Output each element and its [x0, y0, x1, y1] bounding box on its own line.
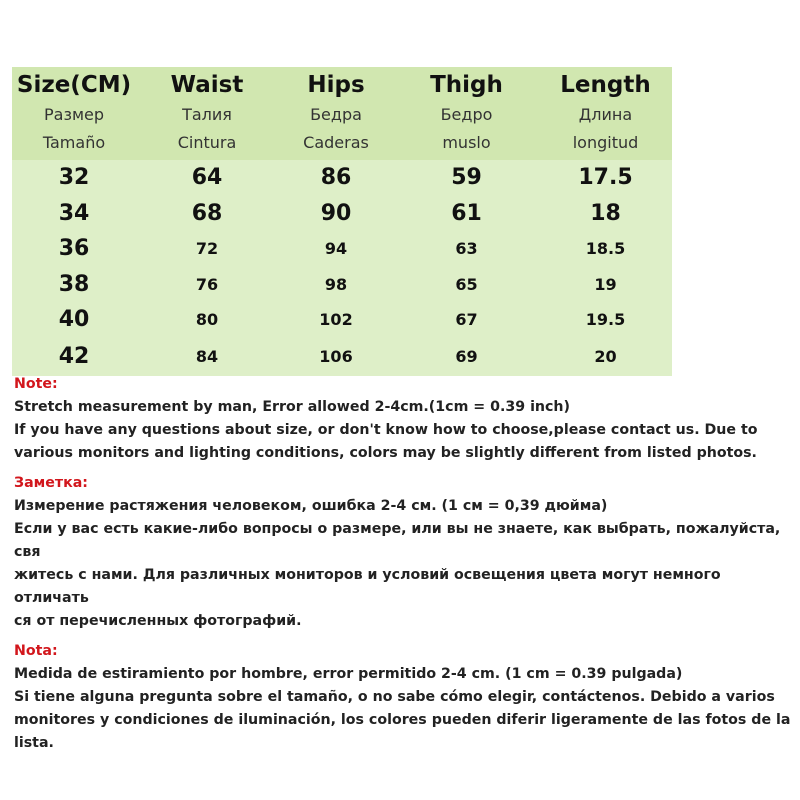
- note-line: lista.: [14, 735, 54, 751]
- cell-size: 32: [12, 160, 136, 196]
- note-line: житесь с нами. Для различных мониторов и условий освещения цвета могут немного отличать: [14, 567, 721, 606]
- cell-size: 36: [12, 231, 136, 267]
- header-hips-en: Hips: [307, 72, 365, 98]
- note-title-spanish: Nota:: [14, 643, 58, 659]
- note-line: If you have any questions about size, or don't know how to choose,please contact us. Due to: [14, 422, 758, 438]
- note-line: monitores y condiciones de iluminación, los colores pueden diferir ligeramente de las fotos de la: [14, 712, 791, 728]
- header-length: [539, 67, 672, 160]
- header-thigh: [394, 67, 539, 160]
- header-size: [12, 67, 136, 160]
- cell-length: 18: [539, 196, 672, 232]
- cell-hips: 86: [278, 160, 394, 196]
- cell-waist: 84: [136, 338, 278, 376]
- note-title-english: Note:: [14, 376, 58, 392]
- cell-hips: 106: [278, 338, 394, 376]
- size-chart-table: [12, 67, 672, 376]
- cell-thigh: 63: [394, 231, 539, 267]
- cell-thigh: 61: [394, 196, 539, 232]
- header-thigh-es: muslo: [442, 133, 491, 152]
- header-waist-ru: Талия: [182, 105, 232, 124]
- table-row: [12, 196, 672, 232]
- note-line: ся от перечисленных фотографий.: [14, 613, 302, 629]
- cell-size: 40: [12, 302, 136, 338]
- header-waist-es: Cintura: [177, 133, 237, 152]
- note-line: Si tiene alguna pregunta sobre el tamaño, o no sabe cómo elegir, contáctenos. Debido a varios: [14, 689, 775, 705]
- table-row: [12, 338, 672, 376]
- cell-thigh: 67: [394, 302, 539, 338]
- note-line: Если у вас есть какие-либо вопросы о размере, или вы не знаете, как выбрать, пожалуйста, свя: [14, 521, 781, 560]
- cell-thigh: 59: [394, 160, 539, 196]
- cell-waist: 68: [136, 196, 278, 232]
- header-size-en: Size(CM): [16, 72, 132, 98]
- header-size-es: Tamaño: [42, 133, 106, 152]
- header-length-es: longitud: [572, 133, 639, 152]
- cell-waist: 80: [136, 302, 278, 338]
- note-line: Medida de estiramiento por hombre, error permitido 2-4 cm. (1 cm = 0.39 pulgada): [14, 666, 683, 682]
- note-line: various monitors and lighting conditions, colors may be slightly different from listed photos.: [14, 445, 757, 461]
- header-waist-en: Waist: [170, 72, 244, 98]
- cell-hips: 94: [278, 231, 394, 267]
- cell-waist: 72: [136, 231, 278, 267]
- cell-waist: 76: [136, 267, 278, 303]
- table-row: [12, 267, 672, 303]
- header-hips: [278, 67, 394, 160]
- cell-length: 17.5: [539, 160, 672, 196]
- cell-thigh: 69: [394, 338, 539, 376]
- header-waist: [136, 67, 278, 160]
- cell-size: 38: [12, 267, 136, 303]
- note-line: Stretch measurement by man, Error allowed 2-4cm.(1cm = 0.39 inch): [14, 399, 571, 415]
- cell-thigh: 65: [394, 267, 539, 303]
- header-hips-es: Caderas: [303, 133, 369, 152]
- note-english: [14, 373, 794, 465]
- cell-length: 20: [539, 338, 672, 376]
- cell-size: 34: [12, 196, 136, 232]
- notes-section: [14, 373, 794, 755]
- table-header-row: [12, 67, 672, 160]
- cell-size: 42: [12, 338, 136, 376]
- cell-hips: 90: [278, 196, 394, 232]
- header-thigh-en: Thigh: [430, 72, 503, 98]
- table-row: [12, 231, 672, 267]
- header-hips-ru: Бедра: [310, 105, 362, 124]
- cell-length: 18.5: [539, 231, 672, 267]
- cell-hips: 102: [278, 302, 394, 338]
- header-thigh-ru: Бедро: [440, 105, 493, 124]
- table-row: [12, 160, 672, 196]
- cell-hips: 98: [278, 267, 394, 303]
- cell-waist: 64: [136, 160, 278, 196]
- note-title-russian: Заметка:: [14, 475, 88, 491]
- note-russian: [14, 472, 794, 633]
- table-row: [12, 302, 672, 338]
- note-spanish: [14, 640, 794, 755]
- cell-length: 19: [539, 267, 672, 303]
- header-size-ru: Размер: [43, 105, 105, 124]
- header-length-ru: Длина: [578, 105, 633, 124]
- note-line: Измерение растяжения человеком, ошибка 2-4 см. (1 см = 0,39 дюйма): [14, 498, 608, 514]
- cell-length: 19.5: [539, 302, 672, 338]
- header-length-en: Length: [560, 72, 651, 98]
